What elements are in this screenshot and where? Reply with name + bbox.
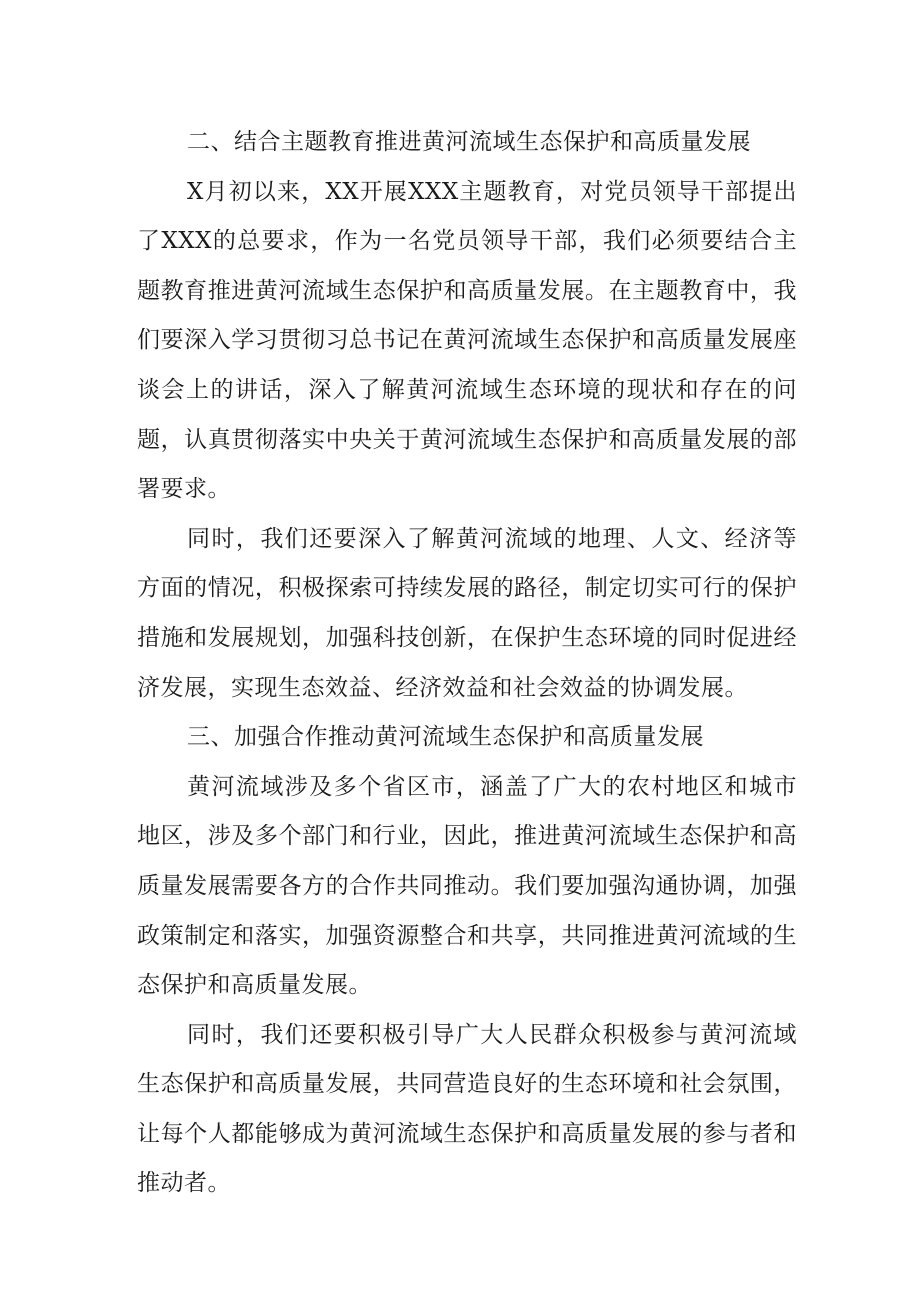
document-body: [137, 118, 797, 1209]
paragraph: 同时，我们还要积极引导广大人民群众积极参与黄河流域生态保护和高质量发展，共同营造良好的生态环境和社会氛围，让每个人都能够成为黄河流域生态保护和高质量发展的参与者和推动者。: [137, 1021, 797, 1197]
paragraph: 同时，我们还要深入了解黄河流域的地理、人文、经济等方面的情况，积极探索可持续发展的路径，制定切实可行的保护措施和发展规划，加强科技创新，在保护生态环境的同时促进经济发展，实现生态效益、经济效益和社会效益的协调发展。: [137, 525, 797, 701]
paragraph: 黄河流域涉及多个省区市，涵盖了广大的农村地区和城市地区，涉及多个部门和行业，因此，推进黄河流域生态保护和高质量发展需要各方的合作共同推动。我们要加强沟通协调，加强政策制定和落实，加强资源整合和共享，共同推进黄河流域的生态保护和高质量发展。: [137, 773, 797, 999]
section-heading: 三、加强合作推动黄河流域生态保护和高质量发展: [187, 724, 704, 751]
paragraph: X月初以来，XX开展XXX主题教育，对党员领导干部提出了XXX的总要求，作为一名党员领导干部，我们必须要结合主题教育推进黄河流域生态保护和高质量发展。在主题教育中，我们要深入学习贯彻习总书记在黄河流域生态保护和高质量发展座谈会上的讲话，深入了解黄河流域生态环境的现状和存在的问题，认真贯彻落实中央关于黄河流域生态保护和高质量发展的部署要求。: [137, 178, 797, 503]
section-heading: 二、结合主题教育推进黄河流域生态保护和高质量发展: [187, 129, 751, 155]
